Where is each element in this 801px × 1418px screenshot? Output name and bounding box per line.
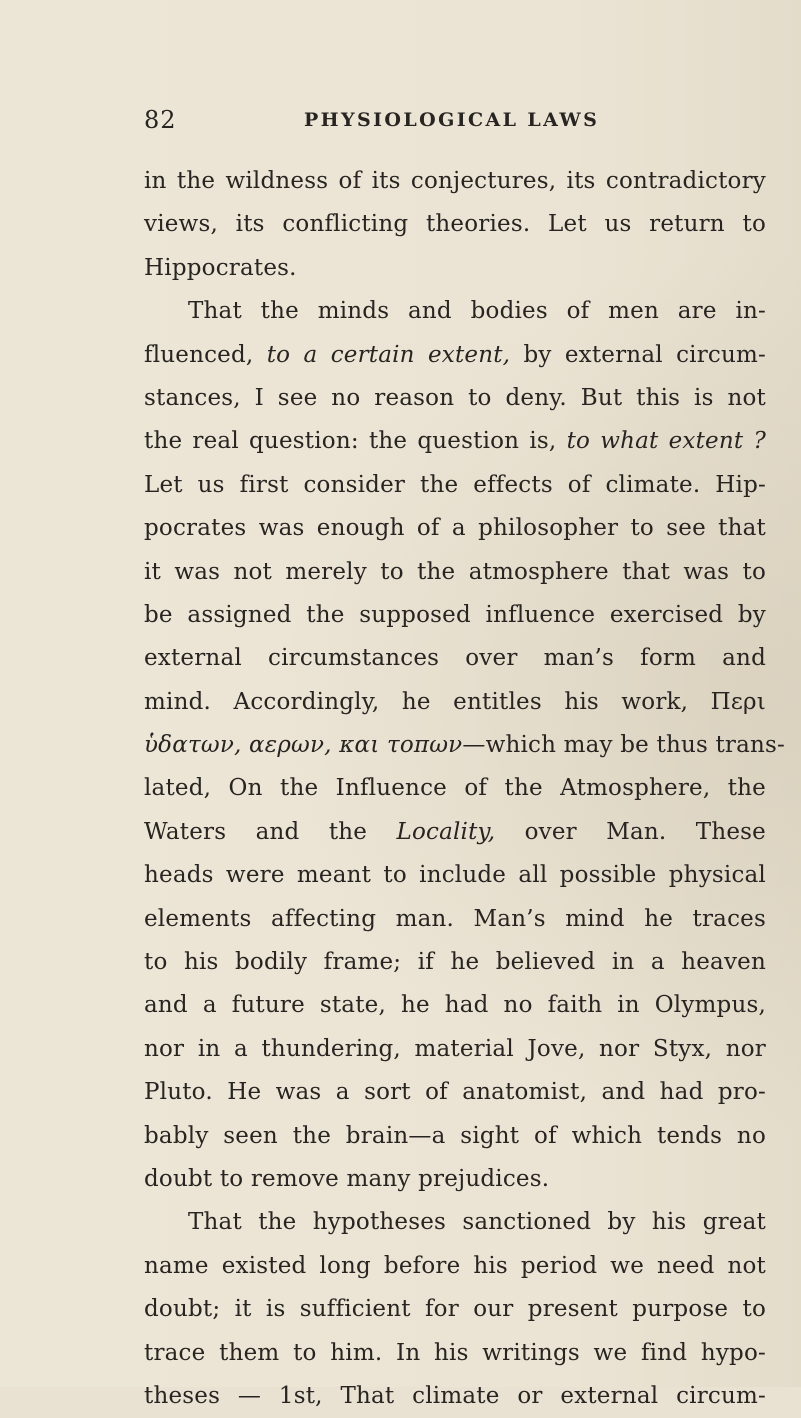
body-text <box>144 160 786 1418</box>
text-line: Waters and the Locality, over Man. These <box>144 818 766 845</box>
paragraph-start-line: That the minds and bodies of men are in- <box>188 298 766 325</box>
text-line: theses — 1st, That climate or external circum- <box>144 1382 766 1409</box>
text-line: mind. Accordingly, he entitles his work, Περι <box>144 688 766 715</box>
text-line: Pluto. He was a sort of anatomist, and had pro- <box>144 1079 766 1106</box>
text-line: and a future state, he had no faith in Olympus, <box>144 992 766 1019</box>
text-line: pocrates was enough of a philosopher to see that <box>144 515 766 542</box>
text-line: trace them to him. In his writings we find hypo- <box>144 1339 766 1366</box>
text-line: stances, I see no reason to deny. But this is not <box>144 384 766 411</box>
text-line: heads were meant to include all possible physical <box>144 862 766 889</box>
text-line: the real question: the question is, to what extent ? <box>144 428 766 455</box>
text-line: in the wildness of its conjectures, its contradictory <box>144 168 766 194</box>
text-line: external circumstances over man’s form and <box>144 645 766 672</box>
text-line: Hippocrates. <box>144 254 297 281</box>
text-line: views, its conflicting theories. Let us return to <box>144 211 766 238</box>
paragraph-start-line: That the hypotheses sanctioned by his great <box>188 1209 766 1236</box>
text-line: it was not merely to the atmosphere that was to <box>144 558 766 585</box>
italic-phrase: Locality, <box>396 818 496 845</box>
italic-phrase: to a certain extent, <box>266 341 511 368</box>
text-line: to his bodily frame; if he believed in a heaven <box>144 949 766 976</box>
text-line: elements affecting man. Man’s mind he traces <box>144 905 766 932</box>
text-line: nor in a thundering, material Jove, nor Styx, nor <box>144 1035 766 1062</box>
text-line: fluenced, to a certain extent, by external circum- <box>144 341 766 368</box>
running-head: PHYSIOLOGICAL LAWS <box>304 109 600 131</box>
text-line: Let us first consider the effects of climate. Hip- <box>144 471 766 498</box>
text-line: bably seen the brain—a sight of which tends no <box>144 1122 766 1149</box>
italic-phrase: to what extent ? <box>566 428 766 455</box>
page-header <box>144 106 734 134</box>
text-line: be assigned the supposed influence exercised by <box>144 601 766 628</box>
greek-title: ὑδατων, αερων, και τοπων <box>144 732 463 759</box>
text-line: lated, On the Influence of the Atmosphere, the <box>144 775 766 802</box>
text-line: name existed long before his period we need not <box>144 1252 766 1279</box>
text-line: doubt to remove many prejudices. <box>144 1165 550 1192</box>
page-number: 82 <box>144 106 177 134</box>
text-line: ὑδατων, αερων, και τοπων—which may be thus trans- <box>144 732 786 759</box>
text-line: doubt; it is sufficient for our present purpose to <box>144 1296 766 1323</box>
